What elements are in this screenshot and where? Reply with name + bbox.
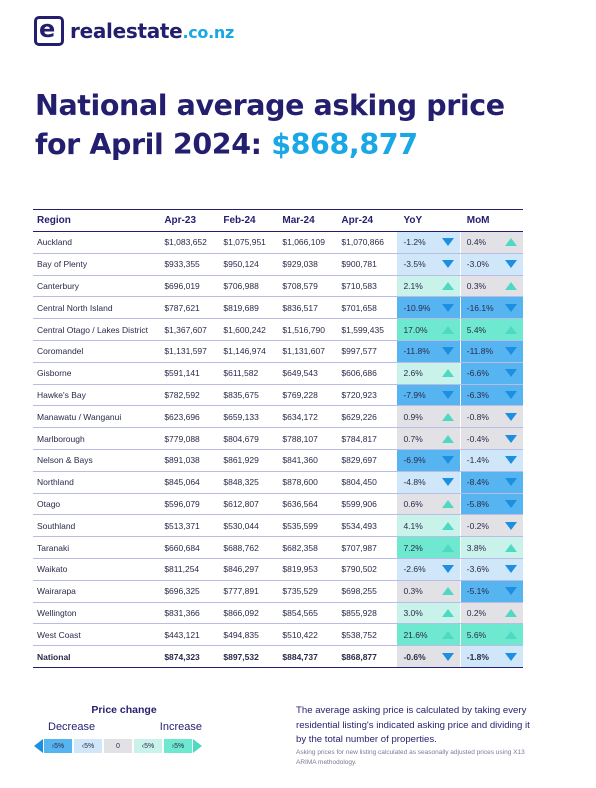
triangle-down-icon [442, 347, 454, 355]
cell-apr23: $1,367,607 [164, 324, 207, 335]
cell-feb24: $835,675 [223, 389, 259, 400]
cell-feb24: $659,133 [223, 411, 259, 422]
cell-apr23: $874,323 [164, 651, 200, 662]
cell-region: Southland [37, 520, 76, 531]
cell-region: Wairarapa [37, 586, 76, 597]
triangle-down-icon [505, 304, 517, 312]
cell-yoy [396, 297, 459, 318]
cell-yoy [396, 276, 459, 297]
cell-feb24: $706,988 [223, 280, 259, 291]
title-line-2: for April 2024: $868,877 [35, 128, 418, 161]
cell-region: Waikato [37, 564, 68, 575]
cell-feb24: $530,044 [223, 520, 259, 531]
cell-feb24: $846,297 [223, 564, 259, 575]
triangle-down-icon [442, 456, 454, 464]
yoy-value: -1.2% [403, 237, 426, 248]
cell-mom [460, 232, 523, 253]
table-row [33, 581, 523, 603]
mom-value: -5.1% [466, 586, 489, 597]
triangle-down-icon [505, 478, 517, 486]
triangle-down-icon [505, 347, 517, 355]
yoy-value: -0.6% [403, 651, 426, 662]
cell-region: Gisborne [37, 368, 72, 379]
table-row [33, 319, 523, 341]
cell-mar24: $819,953 [282, 564, 318, 575]
yoy-value: 2.1% [403, 280, 423, 291]
cell-apr24: $1,599,435 [341, 324, 384, 335]
legend-cell: ‹5% [74, 739, 102, 753]
table-row [33, 232, 523, 254]
cell-apr23: $443,121 [164, 629, 200, 640]
cell-yoy [396, 450, 459, 471]
table-row [33, 603, 523, 625]
mom-value: -6.3% [466, 389, 489, 400]
cell-region: Canterbury [37, 280, 80, 291]
cell-mom [460, 341, 523, 362]
mom-value: -0.2% [466, 520, 489, 531]
yoy-value: 3.0% [403, 607, 423, 618]
cell-apr24: $701,658 [341, 302, 377, 313]
table-row [33, 515, 523, 537]
cell-mar24: $788,107 [282, 433, 318, 444]
mom-value: -5.8% [466, 498, 489, 509]
cell-region: Central Otago / Lakes District [37, 324, 149, 335]
cell-mom [460, 472, 523, 493]
cell-mom [460, 559, 523, 580]
cell-feb24: $866,092 [223, 607, 259, 618]
cell-feb24: $804,679 [223, 433, 259, 444]
cell-yoy [396, 319, 459, 340]
cell-apr23: $811,254 [164, 564, 200, 575]
header-mar24: Mar-24 [282, 215, 315, 226]
cell-apr23: $782,592 [164, 389, 200, 400]
header-apr23: Apr-23 [164, 215, 197, 226]
cell-yoy [396, 494, 459, 515]
triangle-up-icon [442, 631, 454, 639]
cell-apr23: $1,083,652 [164, 237, 207, 248]
cell-region: Taranaki [37, 542, 70, 553]
mom-value: -6.6% [466, 368, 489, 379]
yoy-value: 7.2% [403, 542, 423, 553]
triangle-up-icon [442, 413, 454, 421]
triangle-up-icon [505, 282, 517, 290]
cell-mom [460, 406, 523, 427]
triangle-up-icon [442, 500, 454, 508]
cell-apr24: $1,070,866 [341, 237, 384, 248]
cell-feb24: $688,762 [223, 542, 259, 553]
cell-yoy [396, 385, 459, 406]
triangle-up-icon [442, 522, 454, 530]
triangle-down-icon [505, 653, 517, 661]
cell-mar24: $535,599 [282, 520, 318, 531]
cell-apr24: $784,817 [341, 433, 377, 444]
yoy-value: -3.5% [403, 259, 426, 270]
cell-mom [460, 646, 523, 667]
yoy-value: -10.9% [403, 302, 431, 313]
cell-apr24: $710,583 [341, 280, 377, 291]
page-title [35, 86, 565, 164]
cell-feb24: $950,124 [223, 259, 259, 270]
cell-mar24: $878,600 [282, 477, 318, 488]
title-line-1: National average asking price [35, 89, 505, 122]
table-row [33, 537, 523, 559]
cell-yoy [396, 254, 459, 275]
triangle-down-icon [442, 391, 454, 399]
cell-yoy [396, 363, 459, 384]
mom-value: -1.8% [466, 651, 489, 662]
brand-name: realestate.co.nz [70, 19, 234, 43]
cell-mar24: $735,529 [282, 586, 318, 597]
cell-yoy [396, 515, 459, 536]
cell-feb24: $861,929 [223, 455, 259, 466]
triangle-down-icon [505, 456, 517, 464]
triangle-down-icon [442, 238, 454, 246]
cell-apr24: $804,450 [341, 477, 377, 488]
triangle-up-icon [505, 544, 517, 552]
cell-region: West Coast [37, 629, 81, 640]
triangle-down-icon [442, 304, 454, 312]
triangle-down-icon [505, 587, 517, 595]
cell-region: Bay of Plenty [37, 259, 88, 270]
mom-value: -11.8% [466, 346, 494, 357]
triangle-up-icon [442, 369, 454, 377]
cell-mar24: $708,579 [282, 280, 318, 291]
arrow-left-icon [34, 739, 43, 753]
cell-apr23: $1,131,597 [164, 346, 207, 357]
cell-mom [460, 603, 523, 624]
cell-feb24: $819,689 [223, 302, 259, 313]
cell-apr23: $891,038 [164, 455, 200, 466]
cell-apr24: $997,577 [341, 346, 377, 357]
cell-mar24: $884,737 [282, 651, 318, 662]
yoy-value: 21.6% [403, 629, 428, 640]
cell-apr24: $599,906 [341, 498, 377, 509]
price-change-legend [34, 704, 214, 753]
cell-yoy [396, 341, 459, 362]
cell-apr24: $534,493 [341, 520, 377, 531]
cell-apr23: $787,621 [164, 302, 200, 313]
cell-apr24: $829,697 [341, 455, 377, 466]
cell-mom [460, 319, 523, 340]
cell-mar24: $854,565 [282, 607, 318, 618]
table-row [33, 406, 523, 428]
legend-cell: ›5% [164, 739, 192, 753]
cell-yoy [396, 624, 459, 645]
triangle-up-icon [442, 435, 454, 443]
yoy-value: -4.8% [403, 477, 426, 488]
cell-yoy [396, 537, 459, 558]
table-header-row [33, 209, 523, 232]
triangle-down-icon [505, 500, 517, 508]
cell-yoy [396, 232, 459, 253]
cell-apr24: $538,752 [341, 629, 377, 640]
cell-mar24: $1,066,109 [282, 237, 325, 248]
cell-yoy [396, 428, 459, 449]
yoy-value: 4.1% [403, 520, 423, 531]
yoy-value: 0.9% [403, 411, 423, 422]
cell-apr23: $623,696 [164, 411, 200, 422]
mom-value: -8.4% [466, 477, 489, 488]
cell-mar24: $836,517 [282, 302, 318, 313]
brand-logo [34, 16, 234, 46]
table-row [33, 450, 523, 472]
cell-apr24: $707,987 [341, 542, 377, 553]
cell-region: Wellington [37, 607, 77, 618]
cell-apr24: $790,502 [341, 564, 377, 575]
triangle-down-icon [505, 435, 517, 443]
table-row [33, 363, 523, 385]
triangle-down-icon [505, 522, 517, 530]
triangle-down-icon [442, 565, 454, 573]
cell-feb24: $611,582 [223, 368, 259, 379]
triangle-down-icon [505, 260, 517, 268]
yoy-value: -11.8% [403, 346, 430, 357]
cell-mar24: $1,131,607 [282, 346, 325, 357]
cell-mom [460, 428, 523, 449]
cell-mar24: $636,564 [282, 498, 318, 509]
cell-mar24: $634,172 [282, 411, 318, 422]
triangle-up-icon [442, 587, 454, 595]
cell-mom [460, 297, 523, 318]
mom-value: 0.4% [466, 237, 487, 248]
cell-mom [460, 515, 523, 536]
legend-scale [34, 739, 214, 753]
cell-yoy [396, 603, 459, 624]
cell-feb24: $777,891 [223, 586, 259, 597]
table-total-row [33, 646, 523, 668]
cell-region: Coromandel [37, 346, 84, 357]
triangle-up-icon [505, 326, 517, 334]
cell-apr23: $696,325 [164, 586, 200, 597]
cell-mom [460, 450, 523, 471]
cell-apr24: $606,686 [341, 368, 377, 379]
cell-apr23: $596,079 [164, 498, 200, 509]
cell-apr24: $868,877 [341, 651, 377, 662]
cell-region: Hawke's Bay [37, 389, 86, 400]
header-region: Region [37, 215, 71, 226]
legend-decrease-label: Decrease [48, 721, 96, 733]
cell-yoy [396, 581, 459, 602]
cell-mom [460, 385, 523, 406]
table-row [33, 428, 523, 450]
legend-cell: 0 [104, 739, 132, 753]
cell-mom [460, 363, 523, 384]
cell-apr24: $855,928 [341, 607, 377, 618]
legend-cell: ›5% [44, 739, 72, 753]
brand-mark-icon: e [34, 16, 64, 46]
table-row [33, 254, 523, 276]
cell-region: Central North Island [37, 302, 113, 313]
table-row [33, 385, 523, 407]
legend-cell: ‹5% [134, 739, 162, 753]
cell-apr23: $831,366 [164, 607, 200, 618]
cell-region: Auckland [37, 237, 72, 248]
cell-mar24: $649,543 [282, 368, 318, 379]
yoy-value: 2.6% [403, 368, 423, 379]
yoy-value: -2.6% [403, 564, 426, 575]
cell-region: Manawatu / Wanganui [37, 411, 122, 422]
cell-apr24: $900,781 [341, 259, 377, 270]
legend-title: Price change [91, 704, 157, 716]
cell-mom [460, 254, 523, 275]
cell-mom [460, 581, 523, 602]
cell-mar24: $682,358 [282, 542, 318, 553]
yoy-value: 0.7% [403, 433, 423, 444]
mom-value: 3.8% [466, 542, 487, 553]
triangle-down-icon [505, 565, 517, 573]
cell-mar24: $1,516,790 [282, 324, 325, 335]
triangle-down-icon [505, 413, 517, 421]
yoy-value: -7.9% [403, 389, 426, 400]
table-row [33, 297, 523, 319]
triangle-up-icon [442, 544, 454, 552]
table-row [33, 624, 523, 646]
cell-apr24: $629,226 [341, 411, 377, 422]
header-apr24: Apr-24 [341, 215, 374, 226]
table-row [33, 276, 523, 298]
triangle-down-icon [505, 369, 517, 377]
arrow-right-icon [193, 739, 202, 753]
cell-apr23: $933,355 [164, 259, 200, 270]
cell-yoy [396, 406, 459, 427]
mom-value: 5.6% [466, 629, 487, 640]
cell-apr23: $513,371 [164, 520, 200, 531]
mom-value: -16.1% [466, 302, 494, 313]
cell-apr24: $698,255 [341, 586, 377, 597]
table-row [33, 559, 523, 581]
table-row [33, 494, 523, 516]
price-table [33, 209, 523, 668]
triangle-up-icon [442, 282, 454, 290]
cell-region: National [37, 651, 71, 662]
cell-mom [460, 276, 523, 297]
triangle-down-icon [442, 653, 454, 661]
mom-value: -3.6% [466, 564, 489, 575]
triangle-down-icon [442, 478, 454, 486]
mom-value: 0.3% [466, 280, 487, 291]
cell-yoy [396, 646, 459, 667]
header-feb24: Feb-24 [223, 215, 256, 226]
cell-apr23: $696,019 [164, 280, 200, 291]
cell-feb24: $1,600,242 [223, 324, 266, 335]
cell-yoy [396, 559, 459, 580]
cell-apr23: $845,064 [164, 477, 200, 488]
cell-feb24: $1,146,974 [223, 346, 266, 357]
cell-region: Otago [37, 498, 61, 509]
cell-mom [460, 624, 523, 645]
header-mom: MoM [460, 210, 523, 231]
mom-value: 5.4% [466, 324, 487, 335]
legend-increase-label: Increase [159, 721, 202, 733]
cell-feb24: $612,807 [223, 498, 259, 509]
yoy-value: -6.9% [403, 455, 426, 466]
cell-feb24: $494,835 [223, 629, 259, 640]
cell-feb24: $848,325 [223, 477, 259, 488]
triangle-up-icon [505, 609, 517, 617]
cell-apr23: $660,684 [164, 542, 200, 553]
methodology-note: The average asking price is calculated by taking every residential listing's indicated asking price and dividing it by the total number of properties. [296, 705, 530, 745]
cell-apr24: $720,923 [341, 389, 377, 400]
cell-yoy [396, 472, 459, 493]
cell-mom [460, 537, 523, 558]
cell-feb24: $1,075,951 [223, 237, 266, 248]
yoy-value: 0.6% [403, 498, 423, 509]
triangle-up-icon [442, 609, 454, 617]
title-amount: $868,877 [271, 128, 418, 161]
cell-apr23: $779,088 [164, 433, 200, 444]
fine-print: Asking prices for new listing calculated as seasonally adjusted prices using X13 ARIMA methodology. [296, 749, 525, 766]
cell-mar24: $769,228 [282, 389, 318, 400]
table-row [33, 472, 523, 494]
cell-mar24: $841,360 [282, 455, 318, 466]
mom-value: -0.8% [466, 411, 489, 422]
table-row [33, 341, 523, 363]
mom-value: -0.4% [466, 433, 489, 444]
cell-feb24: $897,532 [223, 651, 259, 662]
triangle-up-icon [505, 238, 517, 246]
triangle-up-icon [505, 631, 517, 639]
triangle-down-icon [442, 260, 454, 268]
triangle-down-icon [505, 391, 517, 399]
yoy-value: 0.3% [403, 586, 423, 597]
mom-value: -1.4% [466, 455, 489, 466]
mom-value: 0.2% [466, 607, 487, 618]
cell-region: Northland [37, 477, 74, 488]
cell-apr23: $591,141 [164, 368, 200, 379]
yoy-value: 17.0% [403, 324, 428, 335]
cell-mar24: $510,422 [282, 629, 318, 640]
triangle-up-icon [442, 326, 454, 334]
header-yoy: YoY [396, 210, 459, 231]
cell-mom [460, 494, 523, 515]
cell-region: Marlborough [37, 433, 85, 444]
mom-value: -3.0% [466, 259, 489, 270]
cell-mar24: $929,038 [282, 259, 318, 270]
cell-region: Nelson & Bays [37, 455, 93, 466]
